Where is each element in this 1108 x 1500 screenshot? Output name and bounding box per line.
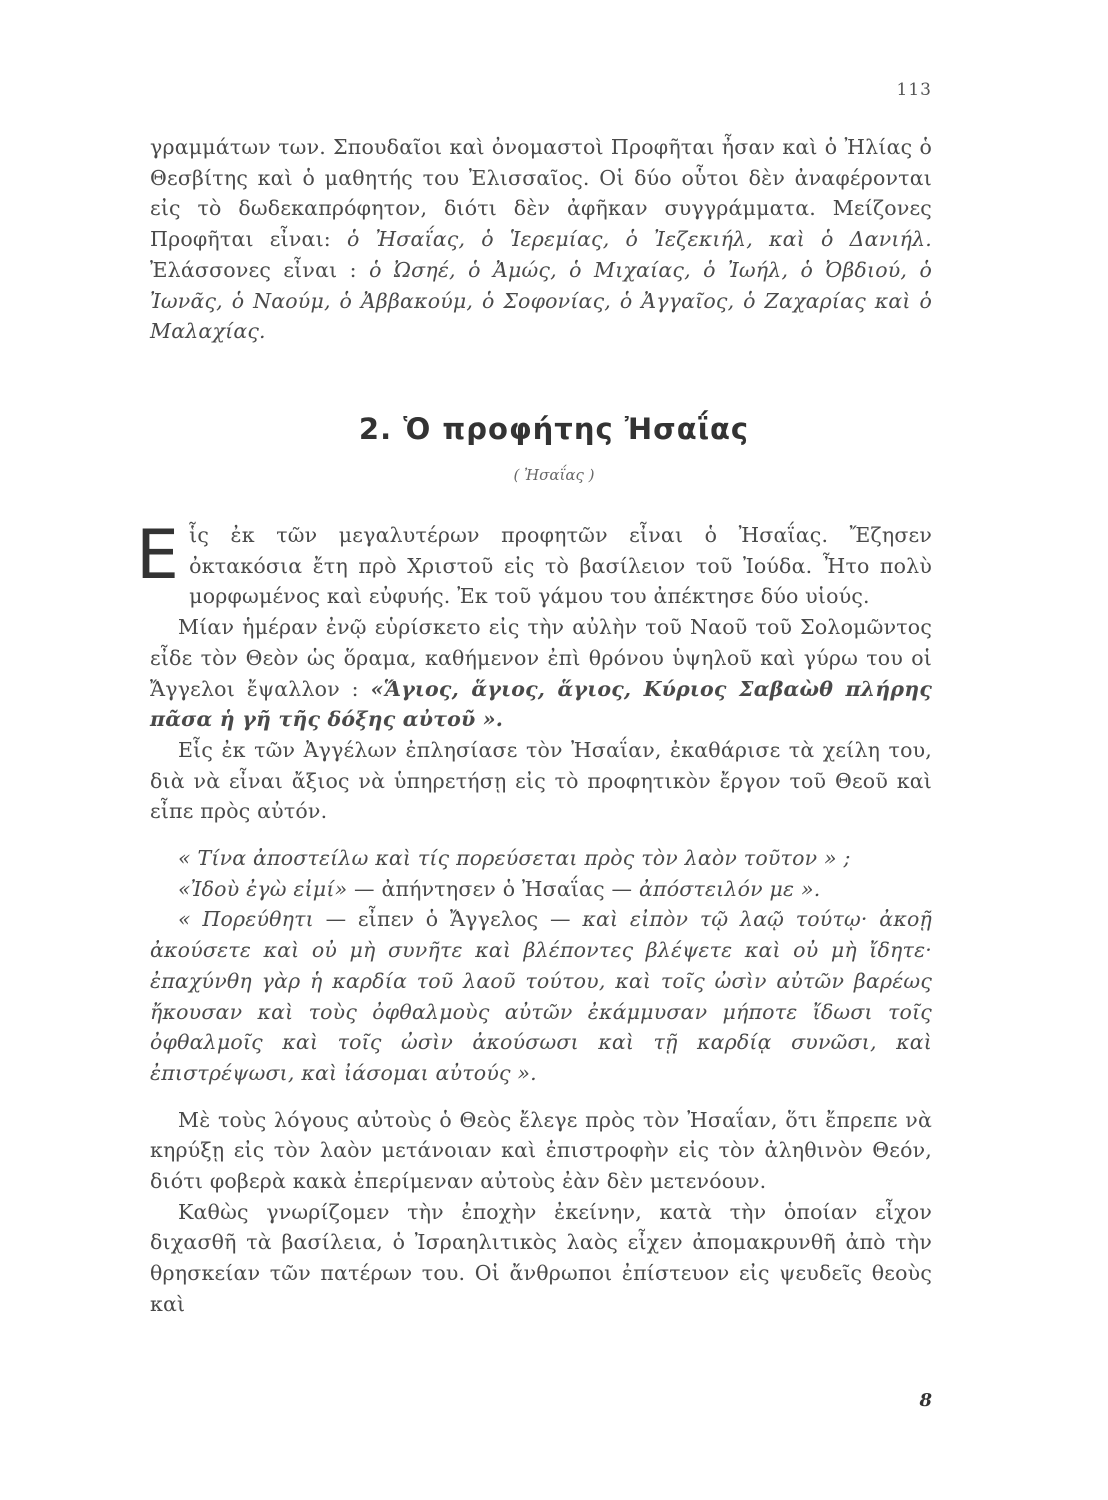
intro-text: [150, 132, 932, 347]
major-prophets-list: ὁ Ἠσαΐας, ὁ Ἱερεμίας, ὁ Ἰεζεκιήλ, καὶ ὁ Δανιήλ.: [346, 227, 932, 252]
quote-3-b: — εἶπεν ὁ Ἄγγελος —: [313, 907, 583, 932]
quote-2-c: ἀπόστειλόν με ».: [638, 876, 821, 901]
paragraph-1-text: ἷς ἐκ τῶν μεγαλυτέρων προφητῶν εἶναι ὁ Ἠσαΐας. Ἔζησεν ὀκτακόσια ἔτη πρὸ Χριστοῦ εἰς τὸ βασίλειον τοῦ Ἰούδα. Ἦτο πολὺ μορφωμένος καὶ εὐφυής. Ἐκ τοῦ γάμου του ἀπέκτησε δύο υἱούς.: [189, 523, 932, 609]
paragraph-4: Μὲ τοὺς λόγους αὐτοὺς ὁ Θεὸς ἔλεγε πρὸς τὸν Ἠσαΐαν, ὅτι ἔπρεπε νὰ κηρύξῃ εἰς τὸν λαὸν μετάνοιαν καὶ ἐπιστροφὴν εἰς τὸν ἀληθινὸν Θεόν, διότι φοβερὰ κακὰ ἐπερίμεναν αὐτοὺς ἐὰν δὲν μετενόουν.: [150, 1107, 932, 1194]
main-text: [136, 516, 933, 1320]
quote-3-c: καὶ εἰπὸν τῷ λαῷ τούτῳ· ἀκοῇ ἀκούσετε καὶ οὐ μὴ συνῆτε καὶ βλέποντες βλέψετε καὶ οὐ μὴ ἴδητε· ἐπαχύνθη γὰρ ἡ καρδία τοῦ λαοῦ τούτου, καὶ τοῖς ὠσὶν αὐτῶν βαρέως ἤκουσαν καὶ τοὺς ὀφθαλμοὺς αὐτῶν ἐκάμμυσαν μήποτε ἴδωσι τοῖς ὀφθαλμοῖς καὶ τοῖς ὠσὶν ἀκούσωσι καὶ τῇ καρδίᾳ συνῶσι, καὶ ἐπιστρέψωσι, καὶ ἰάσομαι αὐτούς ».: [150, 907, 932, 1085]
intro-text-1: γραμμάτων των. Σπουδαῖοι καὶ ὀνομαστοὶ Προφῆται ἦσαν καὶ ὁ Ἠλίας ὁ Θεσβίτης καὶ ὁ μαθητής του Ἐλισσαῖος. Οἱ δύο οὗτοι δὲν ἀναφέρονται εἰς τὸ δωδεκαπρόφητον, διότι δὲν ἀφῆκαν συγγράμματα. Μείζονες Προφῆται εἶναι:: [150, 135, 932, 252]
quote-1: « Τίνα ἀποστείλω καὶ τίς πορεύσεται πρὸς τὸν λαὸν τοῦτον » ;: [178, 846, 851, 871]
minor-prophets-list: ὁ Ὠσηέ, ὁ Ἀμώς, ὁ Μιχαίας, ὁ Ἰωήλ, ὁ Ὀβδιού, ὁ Ἰωνᾶς, ὁ Ναούμ, ὁ Ἀββακούμ, ὁ Σοφονίας, ὁ Ἀγγαῖος, ὁ Ζαχαρίας καὶ ὁ Μαλαχίας.: [150, 257, 932, 344]
intro-paragraph: [150, 132, 932, 347]
paragraph-5: Καθὼς γνωρίζομεν τὴν ἐποχὴν ἐκείνην, κατὰ τὴν ὁποίαν εἶχον διχασθῆ τὰ βασίλεια, ὁ Ἰσραηλιτικὸς λαὸς εἶχεν ἀπομακρυνθῆ ἀπὸ τὴν θρησκείαν τῶν πατέρων του. Οἱ ἄνθρωποι ἐπίστευον εἰς ψευδεῖς θεοὺς καὶ: [150, 1199, 932, 1316]
spacer: [150, 1089, 932, 1105]
section-subtitle: ( Ἠσαΐας ): [513, 466, 595, 484]
hymn-quote: «Ἅγιος, ἅγιος, ἅγιος, Κύριος Σαβαὼθ πλήρης πᾶσα ἡ γῆ τῆς δόξης αὐτοῦ ».: [150, 676, 933, 732]
page-number: 113: [896, 80, 932, 100]
paragraph-1: [136, 516, 932, 612]
paragraph-2-text: Μίαν ἡμέραν ἐνῷ εὑρίσκετο εἰς τὴν αὐλὴν τοῦ Ναοῦ τοῦ Σολομῶντος εἶδε τὸν Θεὸν ὡς ὅραμα, καθήμενον ἐπὶ θρόνου ὑψηλοῦ καὶ γύρω του οἱ Ἄγγελοι ἔψαλλον :: [150, 615, 932, 701]
spacer: [150, 827, 932, 843]
signature-mark: 8: [919, 1390, 932, 1411]
drop-cap: Ε: [136, 516, 180, 595]
intro-text-2: Ἐλάσσονες εἶναι :: [150, 257, 370, 282]
section-title: 2. Ὁ προφήτης Ἠσαΐας: [358, 412, 750, 446]
paragraph-3: Εἷς ἐκ τῶν Ἀγγέλων ἐπλησίασε τὸν Ἠσαΐαν, ἐκαθάρισε τὰ χείλη του, διὰ νὰ εἶναι ἄξιος νὰ ὑπηρετήσῃ εἰς τὸ προφητικὸν ἔργον τοῦ Θεοῦ καὶ εἶπε πρὸς αὐτόν.: [150, 737, 932, 824]
quote-3: [150, 904, 932, 1088]
quote-2-b: — ἀπήντησεν ὁ Ἠσαΐας —: [347, 876, 639, 901]
quote-3-a: « Πορεύθητι: [178, 907, 314, 932]
quote-2-a: «Ἰδοὺ ἐγὼ εἰμί»: [178, 876, 348, 901]
quote-2: [150, 874, 932, 905]
paragraph-2: [150, 612, 932, 735]
